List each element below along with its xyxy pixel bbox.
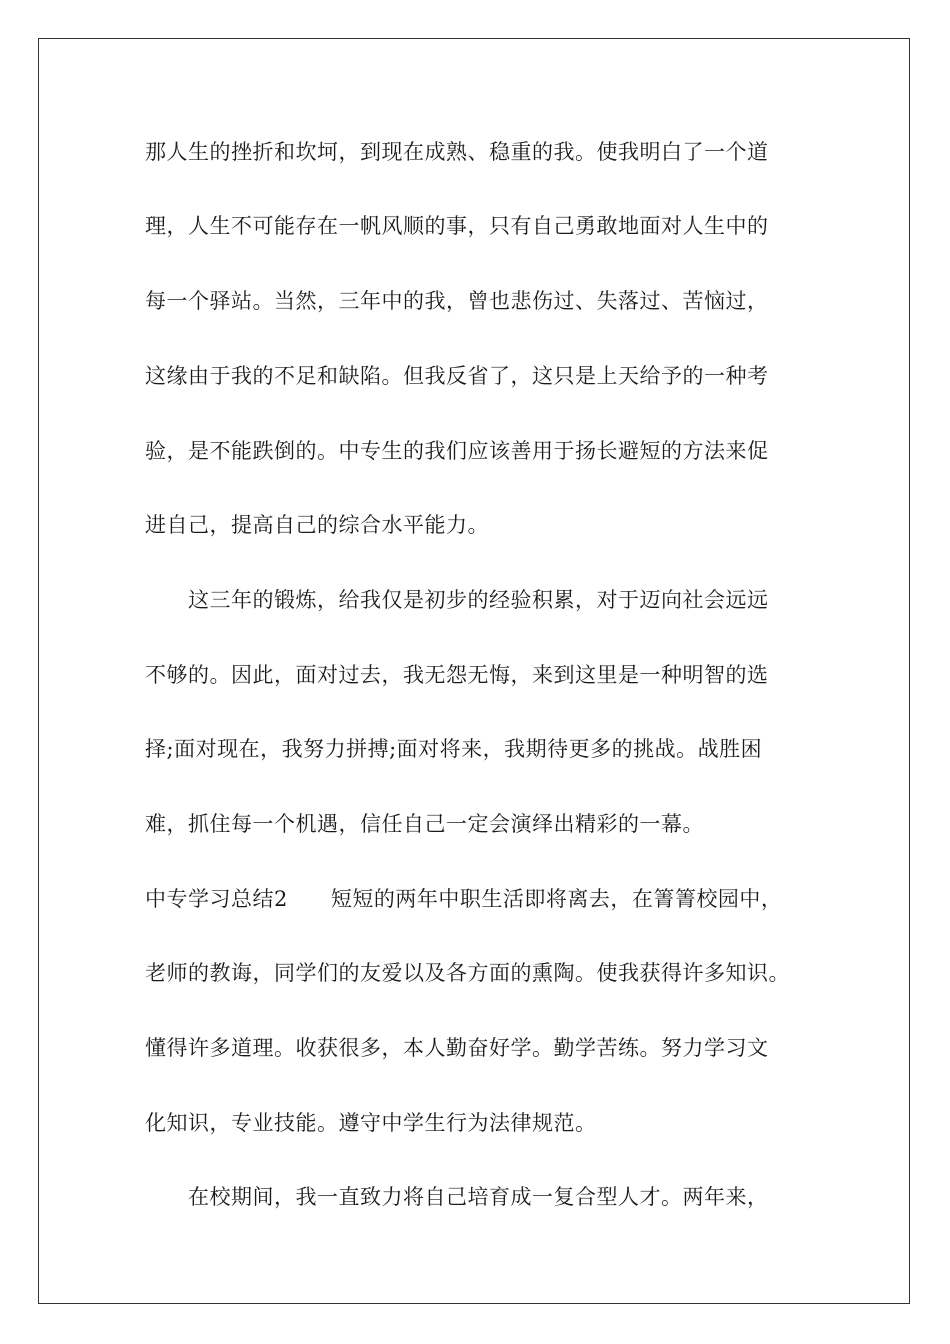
- text-line: 在校期间，我一直致力将自己培育成一复合型人才。两年来，: [188, 1185, 769, 1209]
- text-line: 理，人生不可能存在一帆风顺的事，只有自己勇敢地面对人生中的: [145, 214, 769, 238]
- section-heading-line: 中专学习总结2 短短的两年中职生活即将离去，在箐箐校园中，: [145, 887, 783, 911]
- text-line: 验，是不能跌倒的。中专生的我们应该善用于扬长避短的方法来促: [145, 439, 769, 463]
- text-line: 那人生的挫折和坎坷，到现在成熟、稳重的我。使我明白了一个道: [145, 140, 769, 164]
- text-line: 每一个驿站。当然，三年中的我，曾也悲伤过、失落过、苦恼过，: [145, 289, 769, 313]
- text-line: 进自己，提高自己的综合水平能力。: [145, 513, 489, 537]
- text-line: 这缘由于我的不足和缺陷。但我反省了，这只是上天给予的一种考: [145, 364, 769, 388]
- text-line: 难，抓住每一个机遇，信任自己一定会演绎出精彩的一幕。: [145, 812, 704, 836]
- text-line: 这三年的锻炼，给我仅是初步的经验积累，对于迈向社会远远: [188, 588, 769, 612]
- text-line: 择;面对现在，我努力拼搏;面对将来，我期待更多的挑战。战胜困: [145, 737, 763, 761]
- text-line: 懂得许多道理。收获很多，本人勤奋好学。勤学苦练。努力学习文: [145, 1036, 769, 1060]
- text-line: 老师的教诲，同学们的友爱以及各方面的熏陶。使我获得许多知识。: [145, 961, 790, 985]
- text-line: 不够的。因此，面对过去，我无怨无悔，来到这里是一种明智的选: [145, 663, 769, 687]
- text-line: 化知识，专业技能。遵守中学生行为法律规范。: [145, 1111, 597, 1135]
